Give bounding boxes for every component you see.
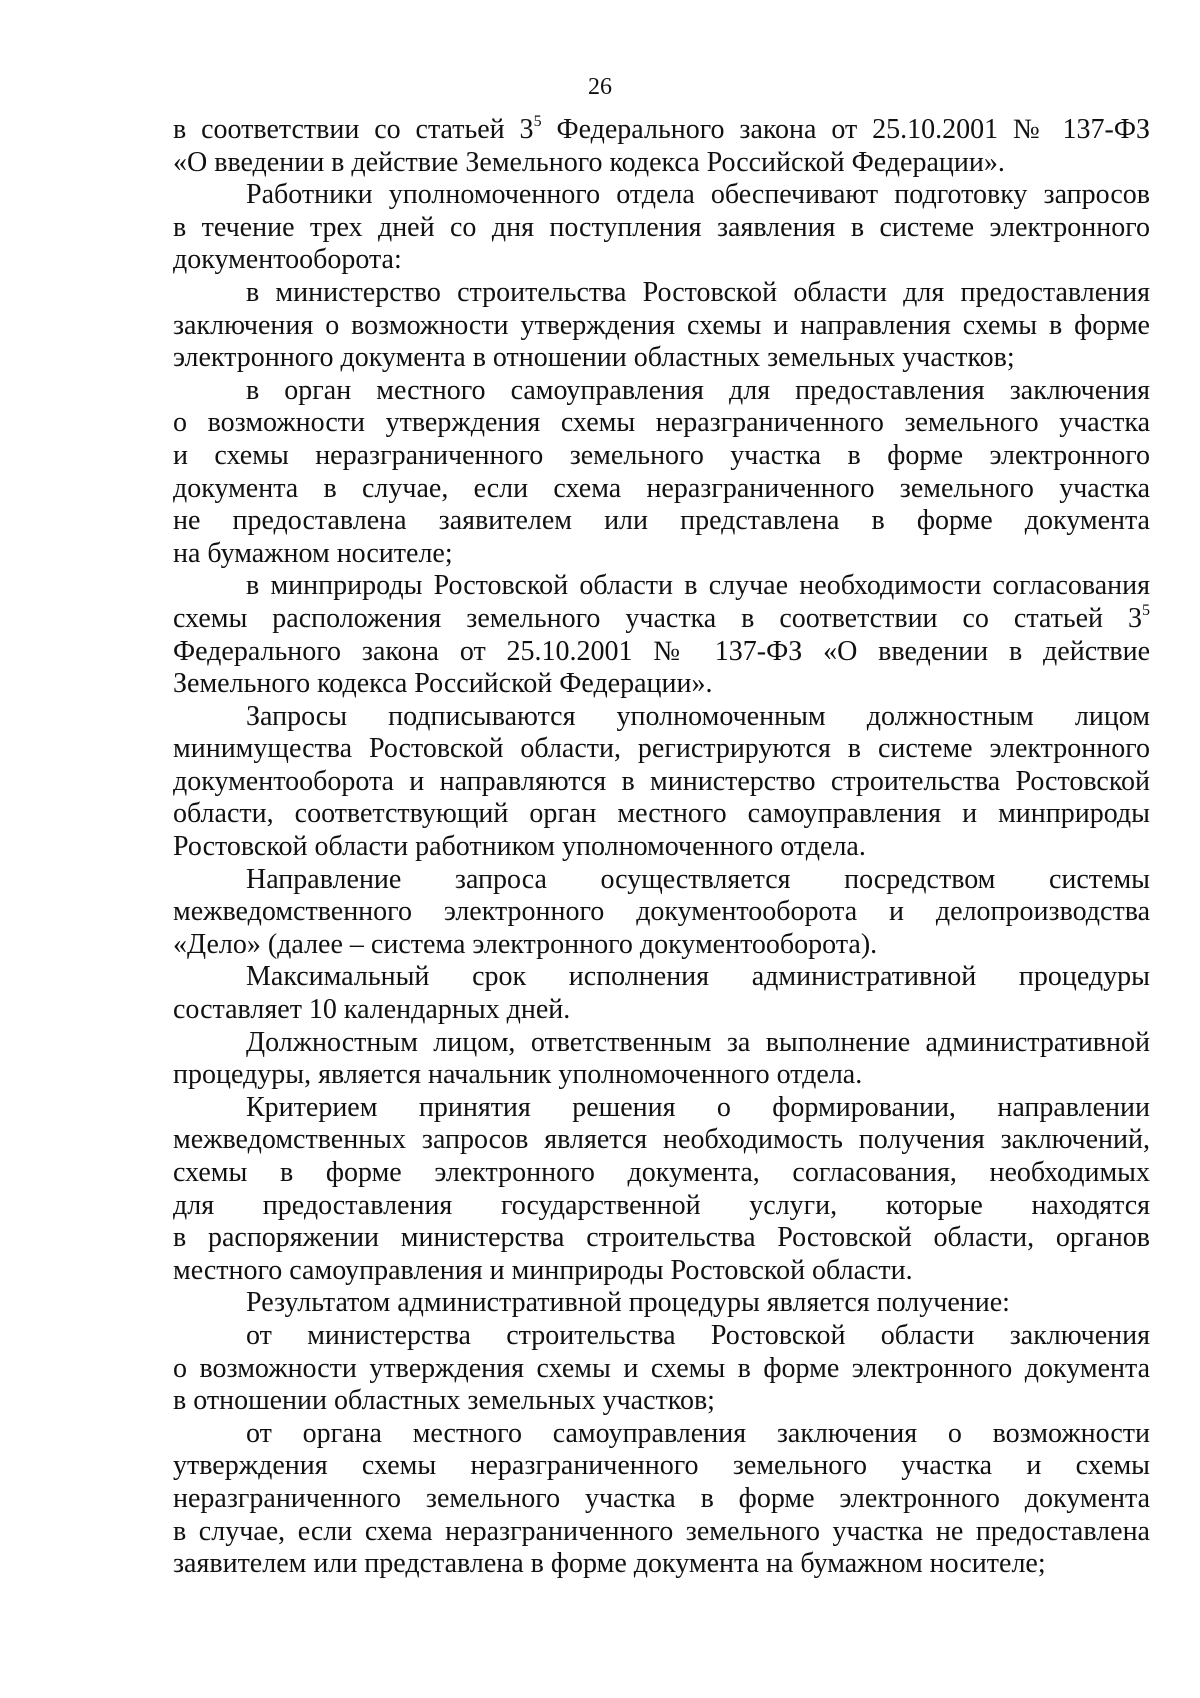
text-line: Работники уполномоченного отдела обеспечивают подготовку запросов bbox=[246, 179, 1150, 211]
text-line: о возможности утверждения схемы неразграниченного земельного участка bbox=[173, 407, 1150, 439]
text-line: от министерства строительства Ростовской области заключения bbox=[246, 1319, 1150, 1351]
text-line: межведомственных запросов является необходимость получения заключений, bbox=[173, 1124, 1150, 1156]
paragraph bbox=[173, 179, 1150, 277]
paragraph bbox=[173, 1320, 1150, 1418]
text-line: Земельного кодекса Российской Федерации». bbox=[173, 668, 713, 700]
paragraph bbox=[173, 1027, 1150, 1092]
paragraph bbox=[173, 864, 1150, 962]
text-line: «Дело» (далее – система электронного документооборота). bbox=[173, 928, 878, 960]
text-line: составляет 10 календарных дней. bbox=[173, 994, 571, 1026]
paragraph bbox=[173, 1418, 1150, 1581]
paragraph bbox=[173, 114, 1150, 179]
text-line: документооборота: bbox=[173, 244, 402, 276]
text-line: о возможности утверждения схемы и схемы в форме электронного документа bbox=[173, 1352, 1150, 1384]
document-body bbox=[173, 114, 1150, 1581]
text-line: Направление запроса осуществляется посредством системы bbox=[246, 863, 1150, 895]
text-line: от органа местного самоуправления заключения о возможности bbox=[246, 1417, 1150, 1449]
text-line: в распоряжении министерства строительства Ростовской области, органов bbox=[173, 1222, 1150, 1254]
text-line: Федерального закона от 25.10.2001 № 137-ФЗ «О введении в действие bbox=[173, 635, 1150, 667]
text-line: утверждения схемы неразграниченного земельного участка и схемы bbox=[173, 1450, 1150, 1482]
text-line: схемы в форме электронного документа, согласования, необходимых bbox=[173, 1157, 1150, 1188]
page-number: 26 bbox=[588, 74, 612, 100]
text-line: не предоставлена заявителем или представлена в форме документа bbox=[173, 505, 1150, 537]
text-line: и схемы неразграниченного земельного участка в форме электронного bbox=[173, 439, 1150, 471]
text-line: неразграниченного земельного участка в форме электронного документа bbox=[173, 1482, 1150, 1514]
text-line: в министерство строительства Ростовской области для предоставления bbox=[246, 276, 1150, 308]
text-line: Ростовской области работником уполномоченного отдела. bbox=[173, 831, 866, 863]
paragraph bbox=[173, 1287, 1150, 1320]
text-line: Запросы подписываются уполномоченным должностным лицом bbox=[246, 700, 1150, 732]
text-line: в отношении областных земельных участков; bbox=[173, 1385, 715, 1417]
text-line: схемы расположения земельного участка в соответствии со статьей $3^5$ bbox=[173, 601, 1150, 634]
text-line: на бумажном носителе; bbox=[173, 537, 453, 569]
text-line: электронного документа в отношении областных земельных участков; bbox=[173, 342, 1015, 374]
superscript: 5 bbox=[1142, 601, 1150, 619]
text-line: области, соответствующий орган местного самоуправления и минприроды bbox=[173, 798, 1150, 830]
text-line: в течение трех дней со дня поступления заявления в системе электронного bbox=[173, 211, 1150, 243]
text-line: в орган местного самоуправления для предоставления заключения bbox=[246, 374, 1150, 406]
text-line: Результатом административной процедуры является получение: bbox=[246, 1287, 1010, 1319]
text-line: Критерием принятия решения о формировании, направлении bbox=[246, 1091, 1150, 1123]
text-line: документооборота и направляются в министерство строительства Ростовской bbox=[173, 765, 1150, 797]
text-line: в случае, если схема неразграниченного земельного участка не предоставлена bbox=[173, 1515, 1150, 1547]
superscript: 5 bbox=[533, 112, 542, 130]
text-line: местного самоуправления и минприроды Ростовской области. bbox=[173, 1254, 913, 1286]
text-line: Должностным лицом, ответственным за выполнение административной bbox=[246, 1026, 1150, 1058]
text-line: заключения о возможности утверждения схемы и направления схемы в форме bbox=[173, 309, 1150, 341]
text-line: межведомственного электронного документооборота и делопроизводства bbox=[173, 896, 1150, 928]
text-line: документа в случае, если схема неразграниченного земельного участка bbox=[173, 472, 1150, 504]
paragraph bbox=[173, 375, 1150, 571]
text-line: в минприроды Ростовской области в случае необходимости согласования bbox=[246, 570, 1150, 602]
text-line: в соответствии со статьей $3^5$ Федерального закона от 25.10.2001 № 137-ФЗ bbox=[173, 112, 1150, 145]
text-line: Максимальный срок исполнения административной процедуры bbox=[246, 961, 1150, 993]
paragraph bbox=[173, 1092, 1150, 1288]
text-line: заявителем или представлена в форме документа на бумажном носителе; bbox=[173, 1548, 1046, 1580]
paragraph bbox=[173, 570, 1150, 700]
paragraph bbox=[173, 277, 1150, 375]
paragraph bbox=[173, 701, 1150, 864]
paragraph bbox=[173, 961, 1150, 1026]
text-line: «О введении в действие Земельного кодекса Российской Федерации». bbox=[173, 146, 1005, 178]
text-line: минимущества Ростовской области, регистрируются в системе электронного bbox=[173, 733, 1150, 765]
text-line: процедуры, является начальник уполномоченного отдела. bbox=[173, 1059, 863, 1091]
text-line: для предоставления государственной услуги, которые находятся bbox=[173, 1189, 1150, 1221]
